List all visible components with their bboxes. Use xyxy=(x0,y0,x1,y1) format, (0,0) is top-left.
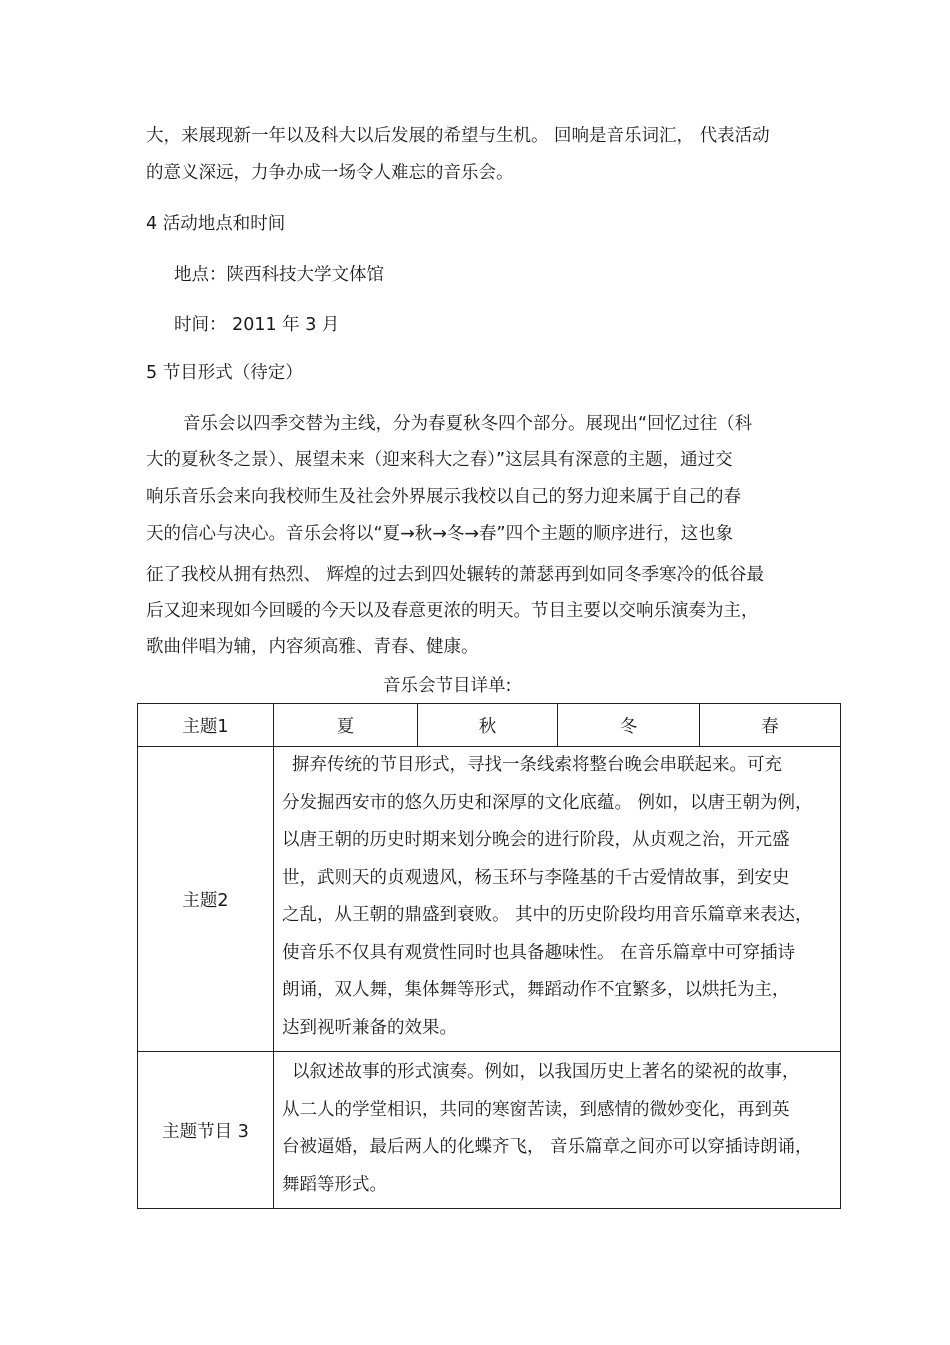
cell-line: 世，武则天的贞观遗风，杨玉环与李隆基的千古爱情故事，到安史 xyxy=(282,867,790,888)
program-paragraph-line: 后又迎来现如今回暖的今天以及春意更浓的明天。节目主要以交响乐演奏为主， xyxy=(146,601,759,621)
program-paragraph-line: 歌曲伴唱为辅，内容须高雅、青春、健康。 xyxy=(146,637,479,657)
table-row xyxy=(138,747,841,1052)
program-paragraph-line: 音乐会以四季交替为主线，分为春夏秋冬四个部分。展现出“回忆过往（科 xyxy=(183,414,753,434)
cell-line: 使音乐不仅具有观赏性同时也具备趣味性。 在音乐篇章中可穿插诗 xyxy=(282,942,796,963)
header-cell-theme1: 主题1 xyxy=(138,704,274,747)
paragraph-line-1: 大，来展现新一年以及科大以后发展的希望与生机。 回响是音乐词汇， 代表活动 xyxy=(146,126,770,146)
cell-line: 摒弃传统的节目形式，寻找一条线索将整台晚会串联起来。可充 xyxy=(292,755,782,775)
cell-line: 达到视听兼备的效果。 xyxy=(282,1017,457,1038)
cell-line: 朗诵，双人舞，集体舞等形式，舞蹈动作不宜繁多，以烘托为主， xyxy=(282,980,790,1000)
time-text: 时间： 2011 年 3 月 xyxy=(174,315,340,335)
cell-line: 台被逼婚，最后两人的化蝶齐飞， 音乐篇章之间亦可以穿插诗朗诵， xyxy=(282,1137,813,1157)
row-content-theme3 xyxy=(274,1052,841,1209)
section5-heading: 5 节目形式（待定） xyxy=(146,363,303,383)
header-cell-summer: 夏 xyxy=(274,704,418,747)
program-paragraph-line: 大的夏秋冬之景）、展望未来（迎来科大之春）”这层具有深意的主题，通过交 xyxy=(146,450,733,470)
program-paragraph-line: 征了我校从拥有热烈、 辉煌的过去到四处辗转的萧瑟再到如同冬季寒冷的低谷最 xyxy=(146,565,765,585)
row-content-theme2 xyxy=(274,747,841,1052)
header-cell-spring: 春 xyxy=(700,704,841,747)
cell-line: 分发掘西安市的悠久历史和深厚的文化底蕴。 例如，以唐王朝为例， xyxy=(282,792,813,813)
table-caption: 音乐会节目详单: xyxy=(383,676,512,696)
cell-line: 之乱，从王朝的鼎盛到衰败。 其中的历史阶段均用音乐篇章来表达， xyxy=(282,905,813,925)
cell-line: 从二人的学堂相识，共同的寒窗苦读，到感情的微妙变化，再到英 xyxy=(282,1099,790,1120)
program-paragraph-line: 天的信心与决心。音乐会将以“夏→秋→冬→春”四个主题的顺序进行，这也象 xyxy=(146,524,734,544)
program-paragraph-line: 响乐音乐会来向我校师生及社会外界展示我校以自己的努力迎来属于自己的春 xyxy=(146,487,741,507)
cell-line: 以唐王朝的历史时期来划分晚会的进行阶段，从贞观之治，开元盛 xyxy=(282,830,790,850)
cell-line: 舞蹈等形式。 xyxy=(282,1174,387,1195)
venue-text: 地点：陕西科技大学文体馆 xyxy=(174,265,384,285)
header-cell-autumn: 秋 xyxy=(418,704,558,747)
paragraph-line-2: 的意义深远，力争办成一场令人难忘的音乐会。 xyxy=(146,163,514,183)
table-header-row xyxy=(138,704,841,747)
table-row xyxy=(138,1052,841,1209)
row-label-theme2: 主题2 xyxy=(138,747,274,1052)
program-table xyxy=(137,703,841,1209)
cell-line: 以叙述故事的形式演奏。例如，以我国历史上著名的梁祝的故事， xyxy=(292,1062,800,1082)
header-cell-winter: 冬 xyxy=(558,704,700,747)
section4-heading: 4 活动地点和时间 xyxy=(146,214,286,234)
row-label-theme3: 主题节目 3 xyxy=(138,1052,274,1209)
